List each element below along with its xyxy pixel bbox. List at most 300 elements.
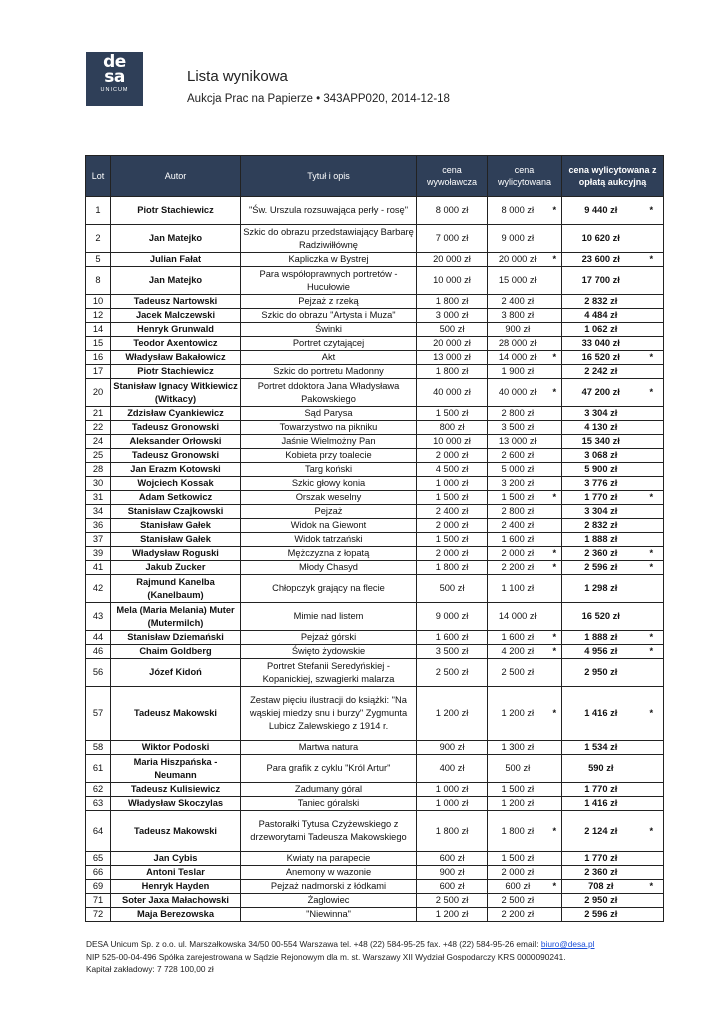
title-cell: Portret czytającej — [241, 337, 417, 351]
lot-cell: 41 — [86, 561, 111, 575]
lot-cell: 37 — [86, 533, 111, 547]
estimate-cell: 2 000 zł — [417, 547, 488, 561]
lot-cell: 28 — [86, 463, 111, 477]
hammer-price-cell: 40 000 zł — [488, 379, 548, 407]
lot-cell: 21 — [86, 407, 111, 421]
table-row — [86, 811, 664, 852]
hammer-mark-cell: * — [548, 811, 562, 852]
title-cell: Kwiaty na parapecie — [241, 852, 417, 866]
author-cell: Jan Cybis — [111, 852, 241, 866]
hammer-price-cell: 2 200 zł — [488, 561, 548, 575]
footer — [86, 938, 686, 976]
estimate-cell: 1 800 zł — [417, 561, 488, 575]
table-row — [86, 631, 664, 645]
hammer-mark-cell: * — [548, 491, 562, 505]
page-title: Lista wynikowa — [187, 68, 288, 85]
author-cell: Zdzisław Cyankiewicz — [111, 407, 241, 421]
table-row — [86, 533, 664, 547]
lot-cell: 5 — [86, 253, 111, 267]
results-table — [85, 155, 664, 922]
hammer-price-cell: 2 800 zł — [488, 407, 548, 421]
author-cell: Tadeusz Nartowski — [111, 295, 241, 309]
hammer-mark-cell — [548, 866, 562, 880]
table-row — [86, 365, 664, 379]
lot-cell: 43 — [86, 603, 111, 631]
table-row — [86, 477, 664, 491]
lot-cell: 8 — [86, 267, 111, 295]
hammer-mark-cell — [548, 435, 562, 449]
final-price-cell: 1 298 zł — [562, 575, 640, 603]
title-cell: Kapliczka w Bystrej — [241, 253, 417, 267]
estimate-cell: 500 zł — [417, 323, 488, 337]
estimate-cell: 20 000 zł — [417, 337, 488, 351]
hammer-price-cell: 2 600 zł — [488, 449, 548, 463]
lot-cell: 58 — [86, 741, 111, 755]
page-subtitle: Aukcja Prac na Papierze • 343APP020, 2014-12-18 — [187, 93, 450, 105]
final-mark-cell: * — [640, 547, 664, 561]
lot-cell: 22 — [86, 421, 111, 435]
table-row — [86, 519, 664, 533]
hammer-mark-cell: * — [548, 687, 562, 741]
title-cell: Targ koński — [241, 463, 417, 477]
title-cell: Szkic głowy konia — [241, 477, 417, 491]
hammer-price-cell: 1 300 zł — [488, 741, 548, 755]
estimate-cell: 900 zł — [417, 741, 488, 755]
hammer-price-cell: 1 200 zł — [488, 687, 548, 741]
final-mark-cell — [640, 477, 664, 491]
hammer-mark-cell — [548, 659, 562, 687]
hammer-price-cell: 2 400 zł — [488, 295, 548, 309]
author-cell: Rajmund Kanelba (Kanelbaum) — [111, 575, 241, 603]
hammer-price-cell: 3 800 zł — [488, 309, 548, 323]
title-cell: Akt — [241, 351, 417, 365]
hammer-price-cell: 1 600 zł — [488, 533, 548, 547]
final-mark-cell — [640, 365, 664, 379]
estimate-cell: 1 000 zł — [417, 797, 488, 811]
title-cell: Portret ddoktora Jana Władysława Pakowskiego — [241, 379, 417, 407]
table-row — [86, 435, 664, 449]
final-mark-cell — [640, 575, 664, 603]
final-mark-cell — [640, 407, 664, 421]
lot-cell: 16 — [86, 351, 111, 365]
final-price-cell: 9 440 zł — [562, 197, 640, 225]
estimate-cell: 2 000 zł — [417, 449, 488, 463]
author-cell: Henryk Hayden — [111, 880, 241, 894]
author-cell: Antoni Teslar — [111, 866, 241, 880]
lot-cell: 20 — [86, 379, 111, 407]
hammer-price-cell: 900 zł — [488, 323, 548, 337]
hammer-mark-cell — [548, 908, 562, 922]
footer-address: DESA Unicum Sp. z o.o. ul. Marszałkowska 34/50 00-554 Warszawa tel. +48 (22) 584-95-25 fax. +48 (22) 584-95-26 email: — [86, 939, 541, 949]
table-row — [86, 421, 664, 435]
logo-text-unicum: UNICUM — [100, 87, 129, 93]
final-price-cell: 1 770 zł — [562, 852, 640, 866]
author-cell: Julian Fałat — [111, 253, 241, 267]
title-cell: Pejzaż z rzeką — [241, 295, 417, 309]
lot-cell: 30 — [86, 477, 111, 491]
estimate-cell: 10 000 zł — [417, 435, 488, 449]
desa-unicum-logo — [86, 52, 143, 106]
final-price-cell: 590 zł — [562, 755, 640, 783]
final-mark-cell — [640, 421, 664, 435]
hammer-price-cell: 600 zł — [488, 880, 548, 894]
lot-cell: 25 — [86, 449, 111, 463]
final-mark-cell: * — [640, 253, 664, 267]
final-price-cell: 2 360 zł — [562, 547, 640, 561]
estimate-cell: 1 200 zł — [417, 687, 488, 741]
column-header-hammer: cena wylicytowana — [488, 156, 562, 197]
table-row — [86, 755, 664, 783]
title-cell: Mężczyzna z łopatą — [241, 547, 417, 561]
table-row — [86, 894, 664, 908]
estimate-cell: 3 000 zł — [417, 309, 488, 323]
final-price-cell: 2 950 zł — [562, 894, 640, 908]
final-mark-cell — [640, 337, 664, 351]
table-row — [86, 197, 664, 225]
hammer-price-cell: 500 zł — [488, 755, 548, 783]
estimate-cell: 10 000 zł — [417, 267, 488, 295]
final-price-cell: 2 124 zł — [562, 811, 640, 852]
author-cell: Teodor Axentowicz — [111, 337, 241, 351]
final-mark-cell — [640, 894, 664, 908]
final-mark-cell: * — [640, 687, 664, 741]
title-cell: Szkic do obrazu "Artysta i Muza" — [241, 309, 417, 323]
lot-cell: 69 — [86, 880, 111, 894]
hammer-mark-cell: * — [548, 253, 562, 267]
hammer-mark-cell — [548, 323, 562, 337]
table-row — [86, 575, 664, 603]
title-cell: Pastorałki Tytusa Czyżewskiego z drzeworytami Tadeusza Makowskiego — [241, 811, 417, 852]
final-price-cell: 47 200 zł — [562, 379, 640, 407]
final-mark-cell — [640, 449, 664, 463]
table-row — [86, 463, 664, 477]
table-row — [86, 449, 664, 463]
lot-cell: 15 — [86, 337, 111, 351]
table-row — [86, 337, 664, 351]
final-mark-cell: * — [640, 351, 664, 365]
final-price-cell: 2 832 zł — [562, 295, 640, 309]
final-price-cell: 1 062 zł — [562, 323, 640, 337]
author-cell: Chaim Goldberg — [111, 645, 241, 659]
title-cell: Taniec góralski — [241, 797, 417, 811]
hammer-mark-cell — [548, 267, 562, 295]
hammer-mark-cell — [548, 463, 562, 477]
final-mark-cell — [640, 309, 664, 323]
hammer-price-cell: 1 800 zł — [488, 811, 548, 852]
final-price-cell: 1 888 zł — [562, 631, 640, 645]
title-cell: "Św. Urszula rozsuwająca perły - rosę" — [241, 197, 417, 225]
table-header-row — [86, 156, 664, 197]
final-mark-cell — [640, 435, 664, 449]
column-header-estimate: cena wywoławcza — [417, 156, 488, 197]
final-price-cell: 2 596 zł — [562, 908, 640, 922]
hammer-price-cell: 1 500 zł — [488, 852, 548, 866]
final-mark-cell — [640, 323, 664, 337]
footer-line-2: NIP 525-00-04-496 Spółka zarejestrowana w Sądzie Rejonowym dla m. st. Warszawy XII Wydział Gospodarczy KRS 0000090241. — [86, 951, 566, 962]
table-row — [86, 295, 664, 309]
lot-cell: 44 — [86, 631, 111, 645]
hammer-price-cell: 15 000 zł — [488, 267, 548, 295]
table-row — [86, 491, 664, 505]
final-mark-cell — [640, 519, 664, 533]
hammer-mark-cell — [548, 519, 562, 533]
final-mark-cell — [640, 603, 664, 631]
title-cell: Martwa natura — [241, 741, 417, 755]
final-mark-cell — [640, 797, 664, 811]
hammer-mark-cell — [548, 783, 562, 797]
author-cell: Maria Hiszpańska - Neumann — [111, 755, 241, 783]
title-cell: Sąd Parysa — [241, 407, 417, 421]
hammer-mark-cell — [548, 449, 562, 463]
estimate-cell: 1 500 zł — [417, 491, 488, 505]
title-cell: Szkic do obrazu przedstawiający Barbarę Radziwiłłównę — [241, 225, 417, 253]
footer-line-1 — [86, 938, 686, 951]
hammer-mark-cell: * — [548, 547, 562, 561]
lot-cell: 39 — [86, 547, 111, 561]
final-mark-cell — [640, 908, 664, 922]
title-cell: Widok tatrzański — [241, 533, 417, 547]
table-row — [86, 547, 664, 561]
author-cell: Wiktor Podoski — [111, 741, 241, 755]
lot-cell: 12 — [86, 309, 111, 323]
lot-cell: 36 — [86, 519, 111, 533]
hammer-price-cell: 2 800 zł — [488, 505, 548, 519]
estimate-cell: 2 000 zł — [417, 519, 488, 533]
estimate-cell: 1 600 zł — [417, 631, 488, 645]
author-cell: Stanisław Dziemański — [111, 631, 241, 645]
final-mark-cell: * — [640, 880, 664, 894]
lot-cell: 46 — [86, 645, 111, 659]
hammer-price-cell: 1 200 zł — [488, 797, 548, 811]
table-row — [86, 880, 664, 894]
final-price-cell: 1 416 zł — [562, 687, 640, 741]
lot-cell: 61 — [86, 755, 111, 783]
author-cell: Tadeusz Kulisiewicz — [111, 783, 241, 797]
final-mark-cell: * — [640, 197, 664, 225]
hammer-price-cell: 4 200 zł — [488, 645, 548, 659]
hammer-mark-cell — [548, 337, 562, 351]
final-price-cell: 3 304 zł — [562, 505, 640, 519]
hammer-price-cell: 2 500 zł — [488, 894, 548, 908]
table-row — [86, 687, 664, 741]
results-table-body — [86, 197, 664, 922]
table-row — [86, 407, 664, 421]
estimate-cell: 900 zł — [417, 866, 488, 880]
estimate-cell: 7 000 zł — [417, 225, 488, 253]
table-row — [86, 603, 664, 631]
final-mark-cell — [640, 463, 664, 477]
column-header-lot: Lot — [86, 156, 111, 197]
final-price-cell: 2 832 zł — [562, 519, 640, 533]
author-cell: Mela (Maria Melania) Muter (Mutermilch) — [111, 603, 241, 631]
table-row — [86, 309, 664, 323]
title-cell: Portret Stefanii Seredyńskiej - Kopanickiej, szwagierki malarza — [241, 659, 417, 687]
hammer-price-cell: 9 000 zł — [488, 225, 548, 253]
lot-cell: 17 — [86, 365, 111, 379]
title-cell: Szkic do portretu Madonny — [241, 365, 417, 379]
hammer-price-cell: 2 400 zł — [488, 519, 548, 533]
lot-cell: 64 — [86, 811, 111, 852]
estimate-cell: 3 500 zł — [417, 645, 488, 659]
hammer-price-cell: 3 500 zł — [488, 421, 548, 435]
author-cell: Maja Berezowska — [111, 908, 241, 922]
final-price-cell: 1 770 zł — [562, 491, 640, 505]
table-row — [86, 379, 664, 407]
logo-text-sa: sa — [104, 67, 125, 87]
author-cell: Stanisław Gałek — [111, 533, 241, 547]
table-row — [86, 267, 664, 295]
estimate-cell: 9 000 zł — [417, 603, 488, 631]
table-row — [86, 908, 664, 922]
lot-cell: 31 — [86, 491, 111, 505]
logo-text-de: de — [103, 52, 126, 72]
author-cell: Tadeusz Makowski — [111, 811, 241, 852]
title-cell: Towarzystwo na pikniku — [241, 421, 417, 435]
hammer-mark-cell: * — [548, 631, 562, 645]
hammer-mark-cell — [548, 407, 562, 421]
estimate-cell: 1 500 zł — [417, 533, 488, 547]
title-cell: Mimie nad listem — [241, 603, 417, 631]
final-mark-cell: * — [640, 561, 664, 575]
final-mark-cell — [640, 755, 664, 783]
table-row — [86, 561, 664, 575]
estimate-cell: 600 zł — [417, 880, 488, 894]
hammer-price-cell: 28 000 zł — [488, 337, 548, 351]
estimate-cell: 20 000 zł — [417, 253, 488, 267]
hammer-mark-cell: * — [548, 197, 562, 225]
author-cell: Aleksander Orłowski — [111, 435, 241, 449]
hammer-mark-cell: * — [548, 379, 562, 407]
final-mark-cell: * — [640, 811, 664, 852]
hammer-mark-cell: * — [548, 880, 562, 894]
hammer-price-cell: 1 100 zł — [488, 575, 548, 603]
hammer-price-cell: 3 200 zł — [488, 477, 548, 491]
title-cell: Żaglowiec — [241, 894, 417, 908]
final-price-cell: 708 zł — [562, 880, 640, 894]
estimate-cell: 1 800 zł — [417, 365, 488, 379]
author-cell: Tadeusz Gronowski — [111, 421, 241, 435]
estimate-cell: 4 500 zł — [417, 463, 488, 477]
hammer-price-cell: 2 500 zł — [488, 659, 548, 687]
estimate-cell: 600 zł — [417, 852, 488, 866]
hammer-price-cell: 1 500 zł — [488, 783, 548, 797]
author-cell: Władysław Roguski — [111, 547, 241, 561]
title-cell: Orszak weselny — [241, 491, 417, 505]
final-mark-cell — [640, 267, 664, 295]
hammer-mark-cell — [548, 421, 562, 435]
final-price-cell: 1 888 zł — [562, 533, 640, 547]
hammer-price-cell: 1 600 zł — [488, 631, 548, 645]
estimate-cell: 2 500 zł — [417, 894, 488, 908]
author-cell: Władysław Bakałowicz — [111, 351, 241, 365]
table-row — [86, 225, 664, 253]
estimate-cell: 13 000 zł — [417, 351, 488, 365]
author-cell: Jan Erazm Kotowski — [111, 463, 241, 477]
title-cell: Zestaw pięciu ilustracji do książki: "Na wąskiej miedzy snu i burzy" Zygmunta Lubicz Zalewskiego z 1914 r. — [241, 687, 417, 741]
lot-cell: 63 — [86, 797, 111, 811]
title-cell: Kobieta przy toalecie — [241, 449, 417, 463]
hammer-mark-cell — [548, 741, 562, 755]
author-cell: Jan Matejko — [111, 267, 241, 295]
final-mark-cell — [640, 533, 664, 547]
author-cell: Władysław Skoczylas — [111, 797, 241, 811]
hammer-price-cell: 2 200 zł — [488, 908, 548, 922]
final-price-cell: 3 776 zł — [562, 477, 640, 491]
lot-cell: 14 — [86, 323, 111, 337]
final-price-cell: 2 242 zł — [562, 365, 640, 379]
hammer-price-cell: 5 000 zł — [488, 463, 548, 477]
estimate-cell: 1 000 zł — [417, 477, 488, 491]
final-price-cell: 3 068 zł — [562, 449, 640, 463]
table-row — [86, 253, 664, 267]
final-price-cell: 1 534 zł — [562, 741, 640, 755]
final-price-cell: 5 900 zł — [562, 463, 640, 477]
final-mark-cell — [640, 783, 664, 797]
final-price-cell: 2 950 zł — [562, 659, 640, 687]
footer-email-link[interactable]: biuro@desa.pl — [540, 939, 595, 949]
hammer-mark-cell — [548, 852, 562, 866]
final-price-cell: 4 130 zł — [562, 421, 640, 435]
final-mark-cell — [640, 225, 664, 253]
hammer-price-cell: 1 900 zł — [488, 365, 548, 379]
title-cell: Święto żydowskie — [241, 645, 417, 659]
hammer-mark-cell — [548, 755, 562, 783]
final-price-cell: 16 520 zł — [562, 603, 640, 631]
estimate-cell: 2 500 zł — [417, 659, 488, 687]
author-cell: Stanisław Czajkowski — [111, 505, 241, 519]
lot-cell: 34 — [86, 505, 111, 519]
author-cell: Jacek Malczewski — [111, 309, 241, 323]
estimate-cell: 1 800 zł — [417, 295, 488, 309]
title-cell: Para współoprawnych portretów - Hucułowie — [241, 267, 417, 295]
final-price-cell: 15 340 zł — [562, 435, 640, 449]
estimate-cell: 500 zł — [417, 575, 488, 603]
final-price-cell: 4 484 zł — [562, 309, 640, 323]
hammer-mark-cell — [548, 575, 562, 603]
author-cell: Jakub Zucker — [111, 561, 241, 575]
author-cell: Tadeusz Gronowski — [111, 449, 241, 463]
hammer-price-cell: 14 000 zł — [488, 351, 548, 365]
final-mark-cell — [640, 505, 664, 519]
table-row — [86, 852, 664, 866]
final-price-cell: 3 304 zł — [562, 407, 640, 421]
estimate-cell: 8 000 zł — [417, 197, 488, 225]
hammer-price-cell: 2 000 zł — [488, 866, 548, 880]
final-mark-cell — [640, 741, 664, 755]
title-cell: Para grafik z cyklu "Król Artur" — [241, 755, 417, 783]
estimate-cell: 2 400 zł — [417, 505, 488, 519]
table-row — [86, 645, 664, 659]
table-row — [86, 741, 664, 755]
column-header-final: cena wylicytowana z opłatą aukcyjną — [562, 156, 664, 197]
title-cell: Pejzaż nadmorski z łódkami — [241, 880, 417, 894]
hammer-mark-cell — [548, 533, 562, 547]
lot-cell: 42 — [86, 575, 111, 603]
final-price-cell: 2 596 zł — [562, 561, 640, 575]
table-row — [86, 323, 664, 337]
final-mark-cell — [640, 659, 664, 687]
final-price-cell: 1 770 zł — [562, 783, 640, 797]
hammer-price-cell: 2 000 zł — [488, 547, 548, 561]
lot-cell: 10 — [86, 295, 111, 309]
lot-cell: 24 — [86, 435, 111, 449]
final-mark-cell — [640, 852, 664, 866]
author-cell: Piotr Stachiewicz — [111, 365, 241, 379]
title-cell: Pejzaż — [241, 505, 417, 519]
footer-line-3: Kapitał zakładowy: 7 728 100,00 zł — [86, 964, 214, 974]
final-price-cell: 23 600 zł — [562, 253, 640, 267]
estimate-cell: 1 500 zł — [417, 407, 488, 421]
